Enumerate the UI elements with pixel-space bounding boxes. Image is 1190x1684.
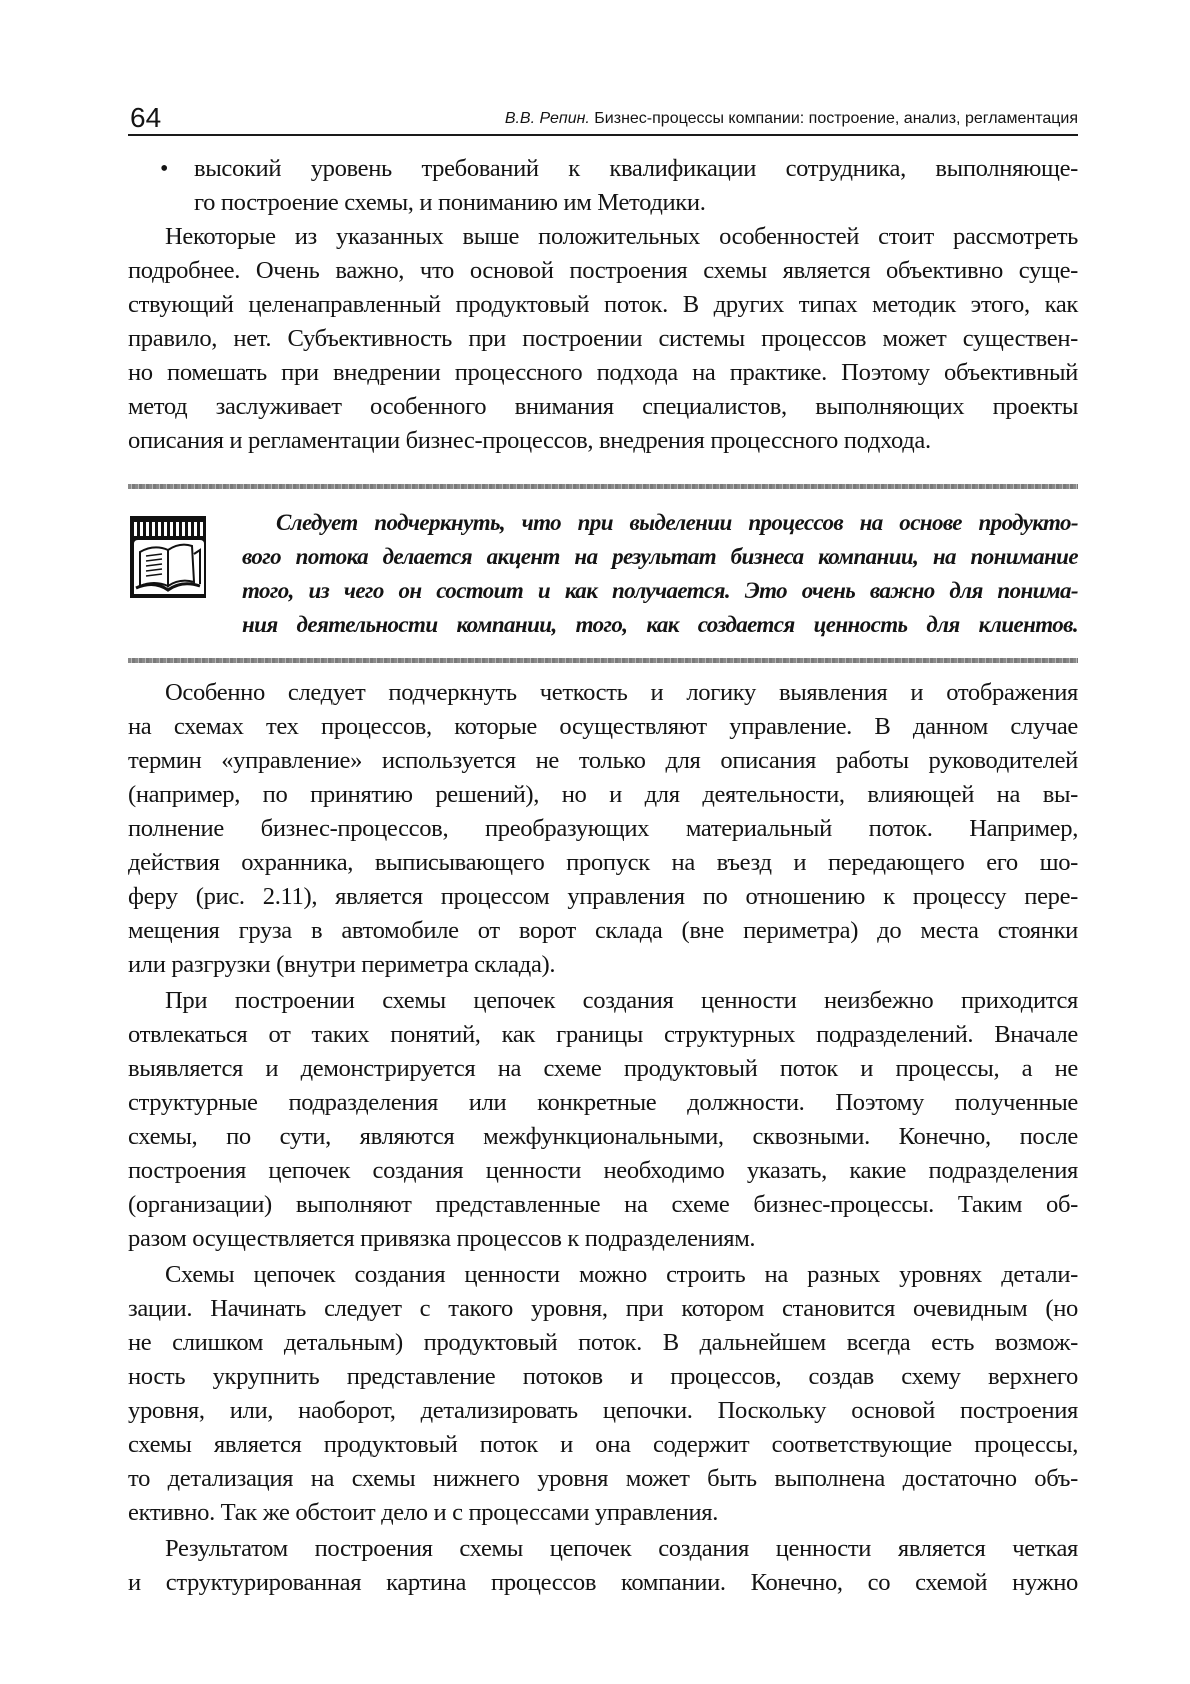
paragraph-line: структурные подразделения или конкретные должности. Поэтому полученные — [128, 1089, 1078, 1116]
paragraph-line: схемы является продуктовый поток и она содержит соответствующие процессы, — [128, 1431, 1078, 1458]
paragraph-line: и структурированная картина процессов компании. Конечно, со схемой нужно — [128, 1569, 1078, 1596]
paragraph-line: метод заслуживает особенного внимания специалистов, выполняющих проекты — [128, 393, 1078, 420]
paragraph-line: зации. Начинать следует с такого уровня, при котором становится очевидным (но — [128, 1295, 1078, 1322]
bullet-marker: • — [160, 156, 169, 182]
paragraph-line: Результатом построения схемы цепочек создания ценности является четкая — [165, 1535, 1078, 1562]
bullet-line: го построение схемы, и пониманию им Методики. — [194, 189, 706, 216]
running-header — [128, 100, 1078, 136]
page-number: 64 — [130, 102, 162, 133]
paragraph-line: Особенно следует подчеркнуть четкость и логику выявления и отображения — [165, 679, 1078, 706]
note-line: ния деятельности компании, того, как создается ценность для клиентов. — [242, 612, 1078, 637]
paragraph-line: ствующий целенаправленный продуктовый поток. В других типах методик этого, как — [128, 291, 1078, 318]
note-top-rule — [128, 484, 1078, 489]
paragraph-line: Некоторые из указанных выше положительных особенностей стоит рассмотреть — [165, 223, 1078, 250]
paragraph-line: построения цепочек создания ценности необходимо указать, какие подразделения — [128, 1157, 1078, 1184]
paragraph-line: (организации) выполняют представленные на схеме бизнес-процессы. Таким об- — [128, 1191, 1078, 1218]
paragraph-line: При построении схемы цепочек создания ценности неизбежно приходится — [165, 987, 1078, 1014]
paragraph-line: полнение бизнес-процессов, преобразующих материальный поток. Например, — [128, 815, 1078, 842]
note-line: того, из чего он состоит и как получается. Это очень важно для понима- — [242, 578, 1078, 603]
paragraph-line: правило, нет. Субъективность при построении системы процессов может существен- — [128, 325, 1078, 352]
paragraph-line: феру (рис. 2.11), является процессом управления по отношению к процессу пере- — [128, 883, 1078, 910]
paragraph-line: отвлекаться от таких понятий, как границы структурных подразделений. Вначале — [128, 1021, 1078, 1048]
paragraph-line: (например, по принятию решений), но и для деятельности, влияющей на вы- — [128, 781, 1078, 808]
paragraph-line: то детализация на схемы нижнего уровня может быть выполнена достаточно объ- — [128, 1465, 1078, 1492]
paragraph-line: описания и регламентации бизнес-процессов, внедрения процессного подхода. — [128, 427, 931, 454]
paragraph-line: но помешать при внедрении процессного подхода на практике. Поэтому объективный — [128, 359, 1078, 386]
paragraph-line: Схемы цепочек создания ценности можно строить на разных уровнях детали- — [165, 1261, 1078, 1288]
author-name: В.В. Репин. — [504, 110, 590, 127]
paragraph-line: подробнее. Очень важно, что основой построения схемы является объективно суще- — [128, 257, 1078, 284]
paragraph-line: уровня, или, наоборот, детализировать цепочки. Поскольку основой построения — [128, 1397, 1078, 1424]
paragraph-line: ность укрупнить представление потоков и процессов, создав схему верхнего — [128, 1363, 1078, 1390]
paragraph-line: ективно. Так же обстоит дело и с процессами управления. — [128, 1499, 719, 1526]
book-title: Бизнес-процессы компании: построение, анализ, регламентация — [589, 110, 1078, 127]
paragraph-line: мещения груза в автомобиле от ворот склада (вне периметра) до места стоянки — [128, 917, 1078, 944]
open-book-icon — [128, 514, 208, 600]
paragraph-line: схемы, по сути, являются межфункциональными, сквозными. Конечно, после — [128, 1123, 1078, 1150]
paragraph-line: термин «управление» используется не только для описания работы руководителей — [128, 747, 1078, 774]
running-title — [505, 110, 1078, 128]
paragraph-line: разом осуществляется привязка процессов к подразделениям. — [128, 1225, 756, 1252]
paragraph-line: на схемах тех процессов, которые осуществляют управление. В данном случае — [128, 713, 1078, 740]
paragraph-line: действия охранника, выписывающего пропуск на въезд и передающего его шо- — [128, 849, 1078, 876]
paragraph-line: или разгрузки (внутри периметра склада). — [128, 951, 556, 978]
note-bottom-rule — [128, 658, 1078, 663]
paragraph-line: не слишком детальным) продуктовый поток. В дальнейшем всегда есть возмож- — [128, 1329, 1078, 1356]
note-line: вого потока делается акцент на результат бизнеса компании, на понимание — [242, 544, 1078, 569]
paragraph-line: выявляется и демонстрируется на схеме продуктовый поток и процессы, а не — [128, 1055, 1078, 1082]
bullet-line: высокий уровень требований к квалификации сотрудника, выполняюще- — [194, 155, 1078, 182]
note-line: Следует подчеркнуть, что при выделении процессов на основе продукто- — [276, 510, 1078, 535]
